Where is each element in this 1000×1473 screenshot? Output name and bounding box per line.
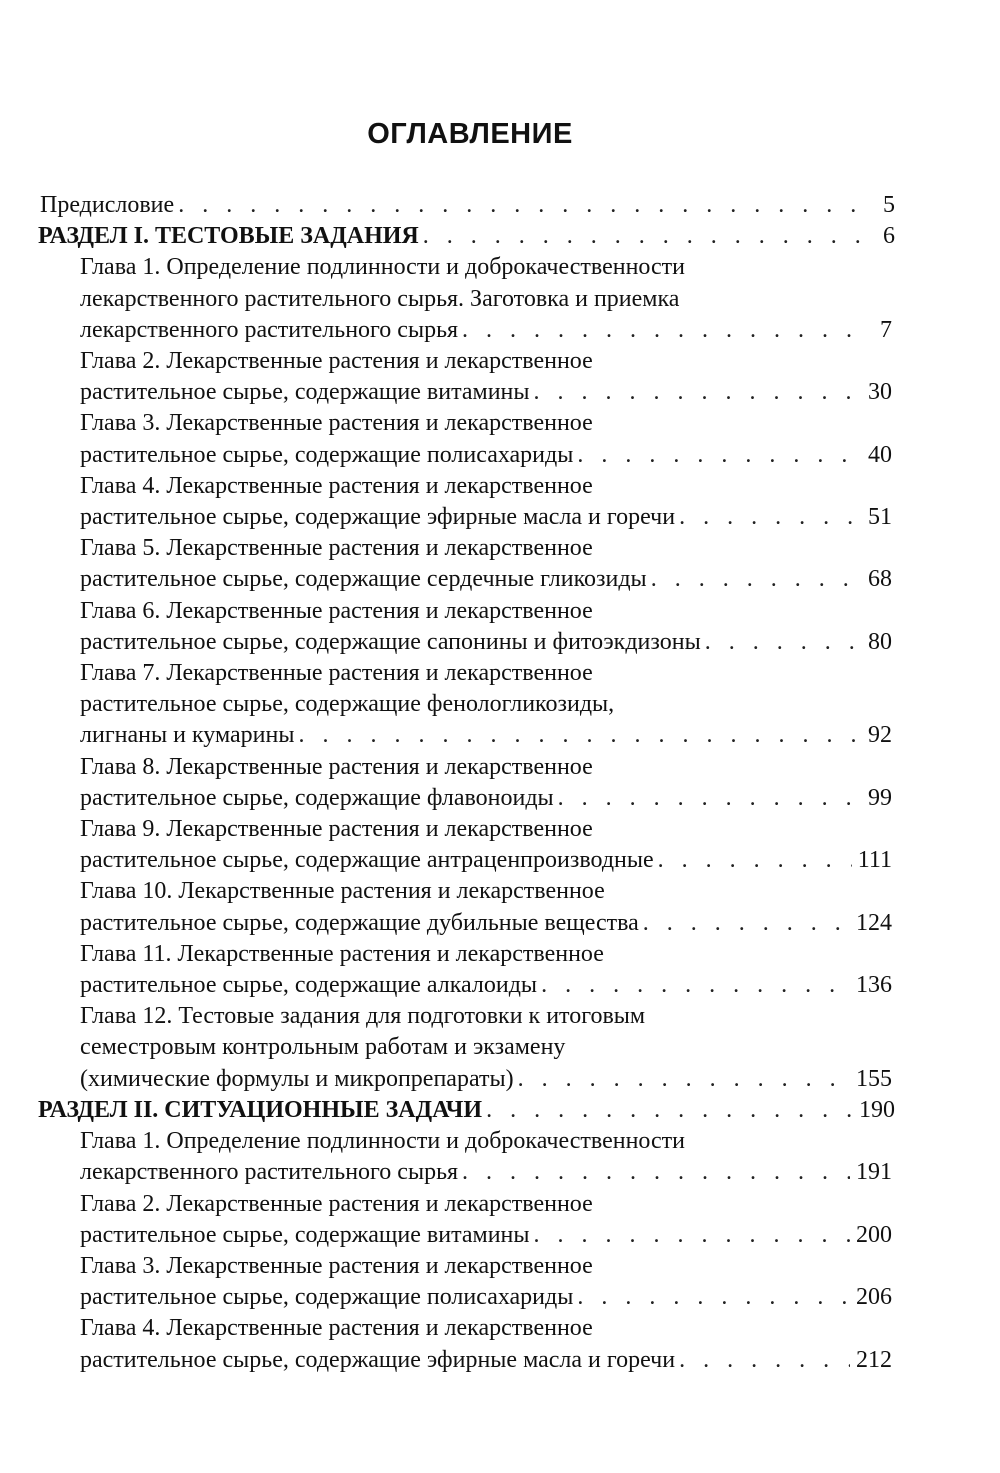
toc-entry-line: растительное сырье, содержащие дубильные вещества (80, 909, 639, 936)
dot-leader (541, 970, 850, 1001)
table-of-contents (0, 190, 1000, 1376)
toc-entry-last-line (80, 440, 892, 471)
page-number: 68 (868, 566, 892, 593)
toc-entry-line: Глава 7. Лекарственные растения и лекарственное (80, 660, 593, 687)
page-number: 212 (856, 1346, 892, 1373)
toc-entry-line: Глава 12. Тестовые задания для подготовки к итоговым (80, 1003, 646, 1030)
toc-entry-last-line (80, 783, 892, 814)
toc-entry-line: лекарственного растительного сырья (80, 1159, 459, 1186)
toc-entry-line: растительное сырье, содержащие сапонины и фитоэкдизоны (80, 628, 701, 655)
toc-entry-line: Глава 2. Лекарственные растения и лекарственное (80, 1190, 593, 1217)
toc-entry-line: Глава 11. Лекарственные растения и лекарственное (80, 940, 604, 967)
toc-entry-line: растительное сырье, содержащие алкалоиды (80, 972, 538, 999)
toc-entry-line: РАЗДЕЛ II. СИТУАЦИОННЫЕ ЗАДАЧИ (38, 1096, 483, 1123)
toc-entry-last-line (80, 1220, 892, 1251)
page-number: 30 (868, 379, 892, 406)
toc-entry-line: лигнаны и кумарины (80, 722, 295, 749)
page-number: 190 (859, 1096, 895, 1123)
dot-leader (679, 1345, 850, 1376)
toc-entry-line: Глава 1. Определение подлинности и доброкачественности (80, 1128, 685, 1155)
dot-leader (423, 221, 869, 252)
toc-entry-line: растительное сырье, содержащие эфирные масла и горечи (80, 504, 676, 531)
page-number: 6 (883, 223, 895, 250)
toc-entry-line: растительное сырье, содержащие сердечные гликозиды (80, 566, 647, 593)
toc-chapter (0, 596, 892, 658)
toc-entry-line: Предисловие (40, 192, 175, 218)
toc-entry-line: Глава 1. Определение подлинности и доброкачественности (80, 254, 685, 281)
toc-entry-last-line (80, 377, 892, 408)
page-number: 5 (883, 192, 895, 218)
toc-entry-last-line (80, 970, 892, 1001)
page-number: 92 (868, 722, 892, 749)
page-number: 80 (868, 628, 892, 655)
toc-entry-last-line (80, 1282, 892, 1313)
toc-chapter (0, 939, 892, 1001)
page-number: 136 (856, 972, 892, 999)
page-number: 124 (856, 909, 892, 936)
toc-chapter (0, 346, 892, 408)
toc-chapter (0, 408, 892, 470)
toc-chapter (0, 814, 892, 876)
toc-front-matter (0, 190, 895, 221)
toc-entry-line: (химические формулы и микропрепараты) (80, 1065, 514, 1092)
toc-chapter (0, 658, 892, 752)
dot-leader (651, 564, 862, 595)
toc-entry-last-line (80, 315, 892, 346)
page-number: 40 (868, 441, 892, 468)
page-number: 111 (857, 847, 892, 874)
toc-entry-line: растительное сырье, содержащие антраценпроизводные (80, 847, 654, 874)
toc-entry-line: РАЗДЕЛ I. ТЕСТОВЫЕ ЗАДАНИЯ (38, 223, 419, 250)
toc-entry-line: Глава 6. Лекарственные растения и лекарственное (80, 597, 593, 624)
toc-entry-line: Глава 10. Лекарственные растения и лекарственное (80, 878, 605, 905)
toc-entry-line: растительное сырье, содержащие полисахариды (80, 1284, 574, 1311)
page-number: 7 (880, 316, 892, 343)
toc-chapter (0, 471, 892, 533)
toc-chapter (0, 876, 892, 938)
dot-leader (534, 1220, 850, 1251)
toc-entry-line: Глава 9. Лекарственные растения и лекарственное (80, 816, 593, 843)
toc-entry-line: Глава 4. Лекарственные растения и лекарственное (80, 1315, 593, 1342)
toc-entry-line: Глава 2. Лекарственные растения и лекарственное (80, 348, 593, 375)
toc-entry-last-line (40, 190, 895, 221)
toc-entry-last-line (80, 720, 892, 751)
dot-leader (462, 315, 866, 346)
toc-entry-line: семестровым контрольным работам и экзамену (80, 1034, 566, 1061)
toc-chapter (0, 1251, 892, 1313)
page-title: ОГЛАВЛЕНИЕ (367, 118, 573, 150)
dot-leader (518, 1064, 850, 1095)
dot-leader (679, 502, 862, 533)
dot-leader (462, 1157, 850, 1188)
dot-leader (658, 845, 852, 876)
dot-leader (486, 1095, 853, 1126)
toc-entry-line: Глава 4. Лекарственные растения и лекарственное (80, 472, 593, 499)
toc-entry-line: Глава 5. Лекарственные растения и лекарственное (80, 535, 593, 562)
dot-leader (298, 720, 862, 751)
toc-entry-line: Глава 3. Лекарственные растения и лекарственное (80, 410, 593, 437)
toc-entry-last-line (80, 1345, 892, 1376)
toc-entry-last-line (80, 627, 892, 658)
page-number: 99 (868, 784, 892, 811)
dot-leader (178, 190, 869, 221)
toc-entry-last-line (80, 908, 892, 939)
toc-entry-line: растительное сырье, содержащие флавоноиды (80, 784, 554, 811)
page-number: 51 (868, 504, 892, 531)
toc-section (0, 221, 895, 252)
toc-entry-line: растительное сырье, содержащие витамины (80, 379, 530, 406)
page-number: 200 (856, 1221, 892, 1248)
toc-chapter (0, 1189, 892, 1251)
toc-section (0, 1095, 895, 1126)
toc-entry-line: растительное сырье, содержащие полисахариды (80, 441, 574, 468)
toc-entry-line: растительное сырье, содержащие фенологликозиды, (80, 691, 615, 718)
toc-entry-line: растительное сырье, содержащие эфирные масла и горечи (80, 1346, 676, 1373)
dot-leader (534, 377, 862, 408)
toc-entry-last-line (80, 1064, 892, 1095)
page-number: 155 (856, 1065, 892, 1092)
toc-entry-last-line (80, 1157, 892, 1188)
toc-chapter (0, 252, 892, 346)
dot-leader (577, 440, 862, 471)
toc-chapter (0, 533, 892, 595)
toc-entry-last-line (80, 845, 892, 876)
toc-entry-last-line (38, 1095, 895, 1126)
dot-leader (705, 627, 862, 658)
dot-leader (577, 1282, 850, 1313)
toc-chapter (0, 1126, 892, 1188)
toc-entry-last-line (80, 502, 892, 533)
dot-leader (558, 783, 862, 814)
toc-chapter (0, 1313, 892, 1375)
toc-entry-line: Глава 3. Лекарственные растения и лекарственное (80, 1252, 593, 1279)
toc-entry-last-line (38, 221, 895, 252)
page-number: 206 (856, 1284, 892, 1311)
toc-entry-last-line (80, 564, 892, 595)
page-number: 191 (856, 1159, 892, 1186)
toc-entry-line: лекарственного растительного сырья (80, 316, 459, 343)
toc-chapter (0, 752, 892, 814)
toc-chapter (0, 1001, 892, 1095)
dot-leader (643, 908, 850, 939)
toc-entry-line: Глава 8. Лекарственные растения и лекарственное (80, 753, 593, 780)
toc-entry-line: лекарственного растительного сырья. Заготовка и приемка (80, 285, 680, 312)
toc-entry-line: растительное сырье, содержащие витамины (80, 1221, 530, 1248)
